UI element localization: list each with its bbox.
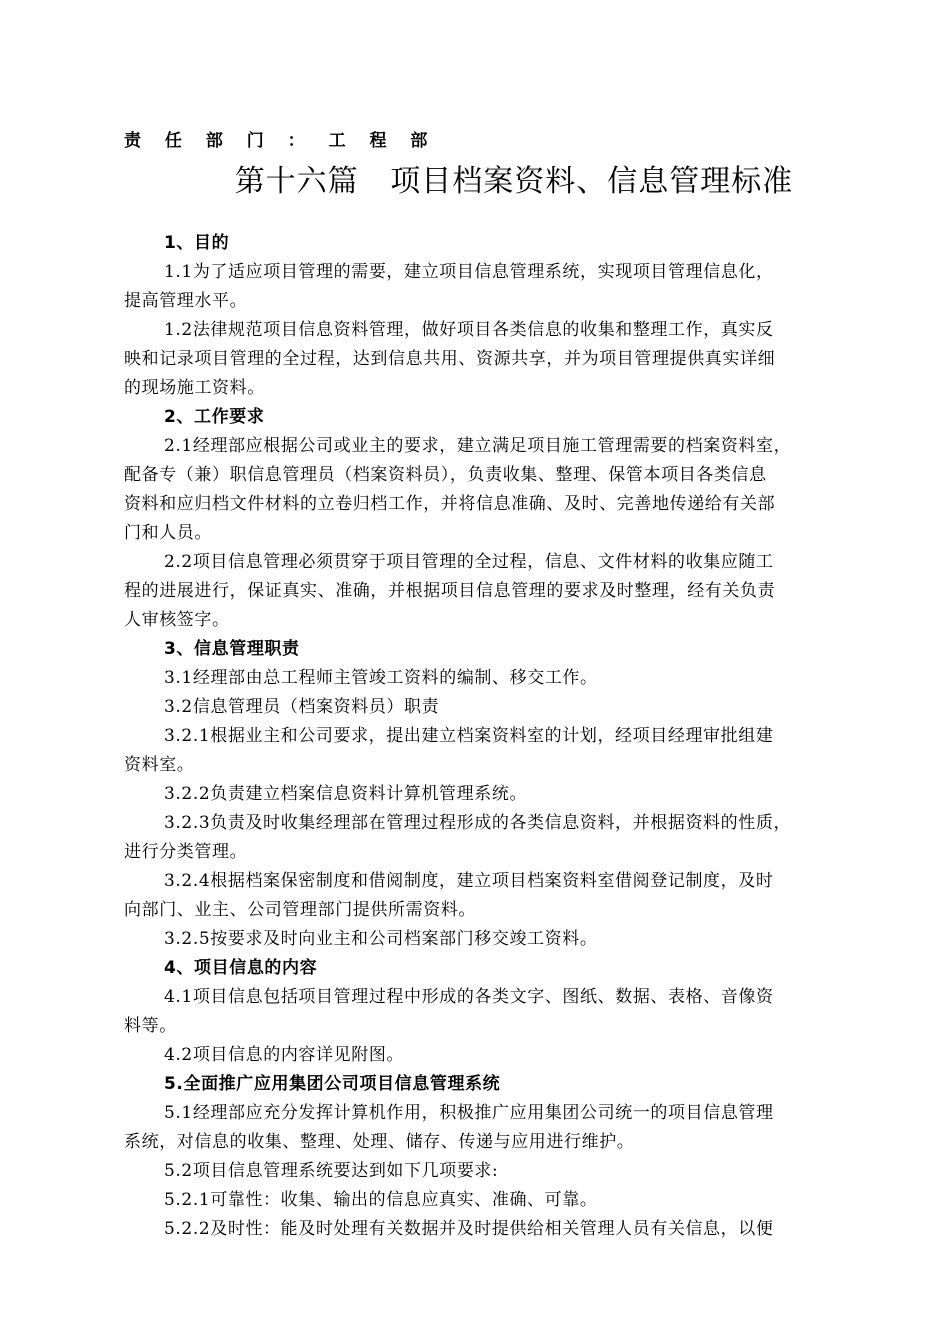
paragraph-line: 人审核签字。 [124,610,230,630]
page-title: 第十六篇 项目档案资料、信息管理标准 [234,164,794,199]
paragraph-line: 3.2信息管理员（档案资料员）职责 [164,697,440,717]
paragraph-line: 向部门、业主、公司管理部门提供所需资料。 [124,900,476,920]
paragraph-line: 映和记录项目管理的全过程，达到信息共用、资源共享，并为项目管理提供真实详细 [124,349,776,369]
paragraph-line: 配备专（兼）职信息管理员（档案资料员），负责收集、整理、保管本项目各类信息 [124,465,767,485]
document-body [124,229,854,1244]
paragraph-line: 提高管理水平。 [124,291,248,311]
paragraph-line: 2.2项目信息管理必须贯穿于项目管理的全过程，信息、文件材料的收集应随工 [164,552,774,572]
paragraph-line: 3.2.5按要求及时向业主和公司档案部门移交竣工资料。 [164,929,598,949]
paragraph-line: 系统，对信息的收集、整理、处理、储存、传递与应用进行维护。 [124,1132,635,1152]
paragraph-line: 2.1经理部应根据公司或业主的要求，建立满足项目施工管理需要的档案资料室， [164,436,792,456]
paragraph-line: 料等。 [124,1016,177,1036]
paragraph-line: 资料室。 [124,755,195,775]
paragraph-line: 3.2.2负责建立档案信息资料计算机管理系统。 [164,784,528,804]
paragraph-line: 5.1经理部应充分发挥计算机作用，积极推广应用集团公司统一的项目信息管理 [164,1103,774,1123]
paragraph-line: 进行分类管理。 [124,842,248,862]
paragraph-line: 3.1经理部由总工程师主管竣工资料的编制、移交工作。 [164,668,598,688]
paragraph-line: 资料和应归档文件材料的立卷归档工作，并将信息准确、及时、完善地传递给有关部 [124,494,776,514]
section-heading: 4、项目信息的内容 [164,958,318,978]
responsible-department: 责 任 部 门 ： 工 程 部 [124,131,437,151]
paragraph-line: 1.1为了适应项目管理的需要，建立项目信息管理系统，实现项目管理信息化， [164,262,774,282]
paragraph-line: 3.2.4根据档案保密制度和借阅制度，建立项目档案资料室借阅登记制度，及时 [164,871,774,891]
paragraph-line: 5.2.2及时性：能及时处理有关数据并及时提供给相关管理人员有关信息，以便 [164,1219,774,1239]
paragraph-line: 4.1项目信息包括项目管理过程中形成的各类文字、图纸、数据、表格、音像资 [164,987,774,1007]
paragraph-line: 5.2项目信息管理系统要达到如下几项要求: [164,1161,499,1181]
paragraph-line: 3.2.1根据业主和公司要求，提出建立档案资料室的计划，经项目经理审批组建 [164,726,774,746]
paragraph-line: 的现场施工资料。 [124,378,265,398]
paragraph-line: 4.2项目信息的内容详见附图。 [164,1045,405,1065]
section-heading: 5.全面推广应用集团公司项目信息管理系统 [164,1074,501,1094]
paragraph-line: 门和人员。 [124,523,212,543]
section-heading: 3、信息管理职责 [164,639,300,659]
section-heading: 2、工作要求 [164,407,265,427]
paragraph-line: 5.2.1可靠性：收集、输出的信息应真实、准确、可靠。 [164,1190,598,1210]
paragraph-line: 3.2.3负责及时收集经理部在管理过程形成的各类信息资料，并根据资料的性质， [164,813,792,833]
paragraph-line: 1.2法律规范项目信息资料管理，做好项目各类信息的收集和整理工作，真实反 [164,320,774,340]
paragraph-line: 程的进展进行，保证真实、准确，并根据项目信息管理的要求及时整理，经有关负责 [124,581,776,601]
section-heading: 1、目的 [164,233,230,253]
